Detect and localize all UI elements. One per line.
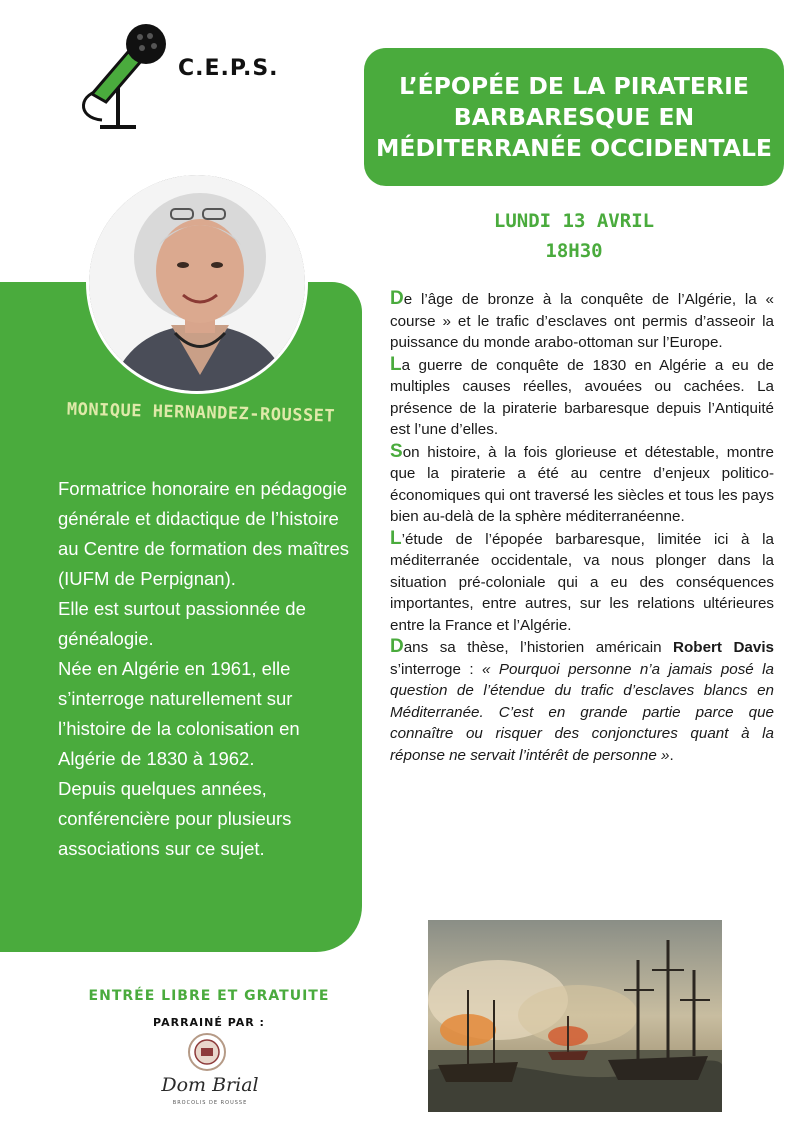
- drop-cap: D: [390, 288, 404, 309]
- paragraph-text: s’interroge :: [390, 660, 482, 678]
- article-paragraph: [390, 354, 774, 441]
- sponsor-subtitle: BROCOLIS DE ROUSSE: [172, 1100, 248, 1106]
- event-description: [390, 288, 774, 766]
- paragraph-text: ’étude de l’épopée barbaresque, limitée ici à la méditerranée occidentale, va nous plonger dans la situation pré-coloniale qui a eu des conséquences importantes, entre autres, sur les relations ultérieures entre la France et l’Algérie.: [390, 530, 774, 634]
- sponsor-emblem-icon: [187, 1032, 227, 1072]
- logo-text: C.E.P.S.: [178, 56, 279, 81]
- microphone-icon: [83, 24, 166, 127]
- naval-battle-painting: [428, 920, 722, 1112]
- event-title-box: [364, 48, 784, 186]
- drop-cap: S: [390, 440, 403, 462]
- speaker-name: MONIQUE HERNANDEZ-ROUSSET: [66, 399, 336, 427]
- bio-paragraph: Née en Algérie en 1961, elle s’interroge naturellement sur l’histoire de la colonisation en Algérie de 1830 à 1962.: [58, 658, 300, 769]
- article-paragraph: [390, 441, 774, 528]
- article-paragraph: [390, 288, 774, 354]
- speaker-bio: [58, 474, 350, 864]
- event-time: 18H30: [545, 240, 603, 262]
- event-datetime: [364, 206, 784, 266]
- event-date: LUNDI 13 AVRIL: [493, 210, 655, 232]
- author-name: Robert Davis: [673, 639, 774, 656]
- sponsor-logo: Dom Brial: [161, 1074, 259, 1096]
- paragraph-text: .: [669, 746, 674, 764]
- paragraph-text: on histoire, à la fois glorieuse et détestable, montre que la piraterie a été au centre d’enjeux politico-économiques qui ont traversé les siècles et tous les pays bien au-delà de la sphère méditerranéenne.: [390, 443, 774, 525]
- bio-paragraph: Formatrice honoraire en pédagogie générale et didactique de l’histoire au Centre de formation des maîtres (IUFM de Perpignan).: [58, 478, 350, 589]
- drop-cap: L: [390, 353, 402, 375]
- event-title: L’ÉPOPÉE DE LA PIRATERIE BARBARESQUE EN MÉDITERRANÉE OCCIDENTALE: [376, 71, 772, 162]
- drop-cap: L: [390, 527, 402, 549]
- free-entry-notice: ENTRÉE LIBRE ET GRATUITE: [88, 988, 330, 1004]
- article-paragraph: [390, 528, 774, 637]
- bio-paragraph: Depuis quelques années, conférencière pour plusieurs associations sur ce sujet.: [58, 778, 292, 859]
- article-paragraph: [390, 636, 774, 766]
- speaker-portrait: [86, 172, 308, 394]
- paragraph-text: ans sa thèse, l’historien américain: [403, 639, 674, 656]
- bio-paragraph: Elle est surtout passionnée de généalogie.: [58, 598, 306, 649]
- paragraph-text: e l’âge de bronze à la conquête de l’Algérie, la « course » et le trafic d’esclaves ont permis d’asseoir la puissance du monde arabo-ottoman sur l’Europe.: [390, 291, 774, 351]
- drop-cap: D: [390, 636, 404, 657]
- quote: « Pourquoi personne n’a jamais posé la question de l’étendue du trafic d’esclaves blancs en Méditerranée. C’est en grande partie parce que connaître ou risquer des conjonctures quant à la réponse ne servait l’intérêt de personne »: [390, 660, 774, 764]
- sponsored-by-label: PARRAINÉ PAR :: [153, 1016, 265, 1029]
- paragraph-text: a guerre de conquête de 1830 en Algérie a eu de multiples causes réelles, avouées ou cachées. La présence de la piraterie barbaresque depuis l’Antiquité est l’une d’elles.: [390, 356, 774, 438]
